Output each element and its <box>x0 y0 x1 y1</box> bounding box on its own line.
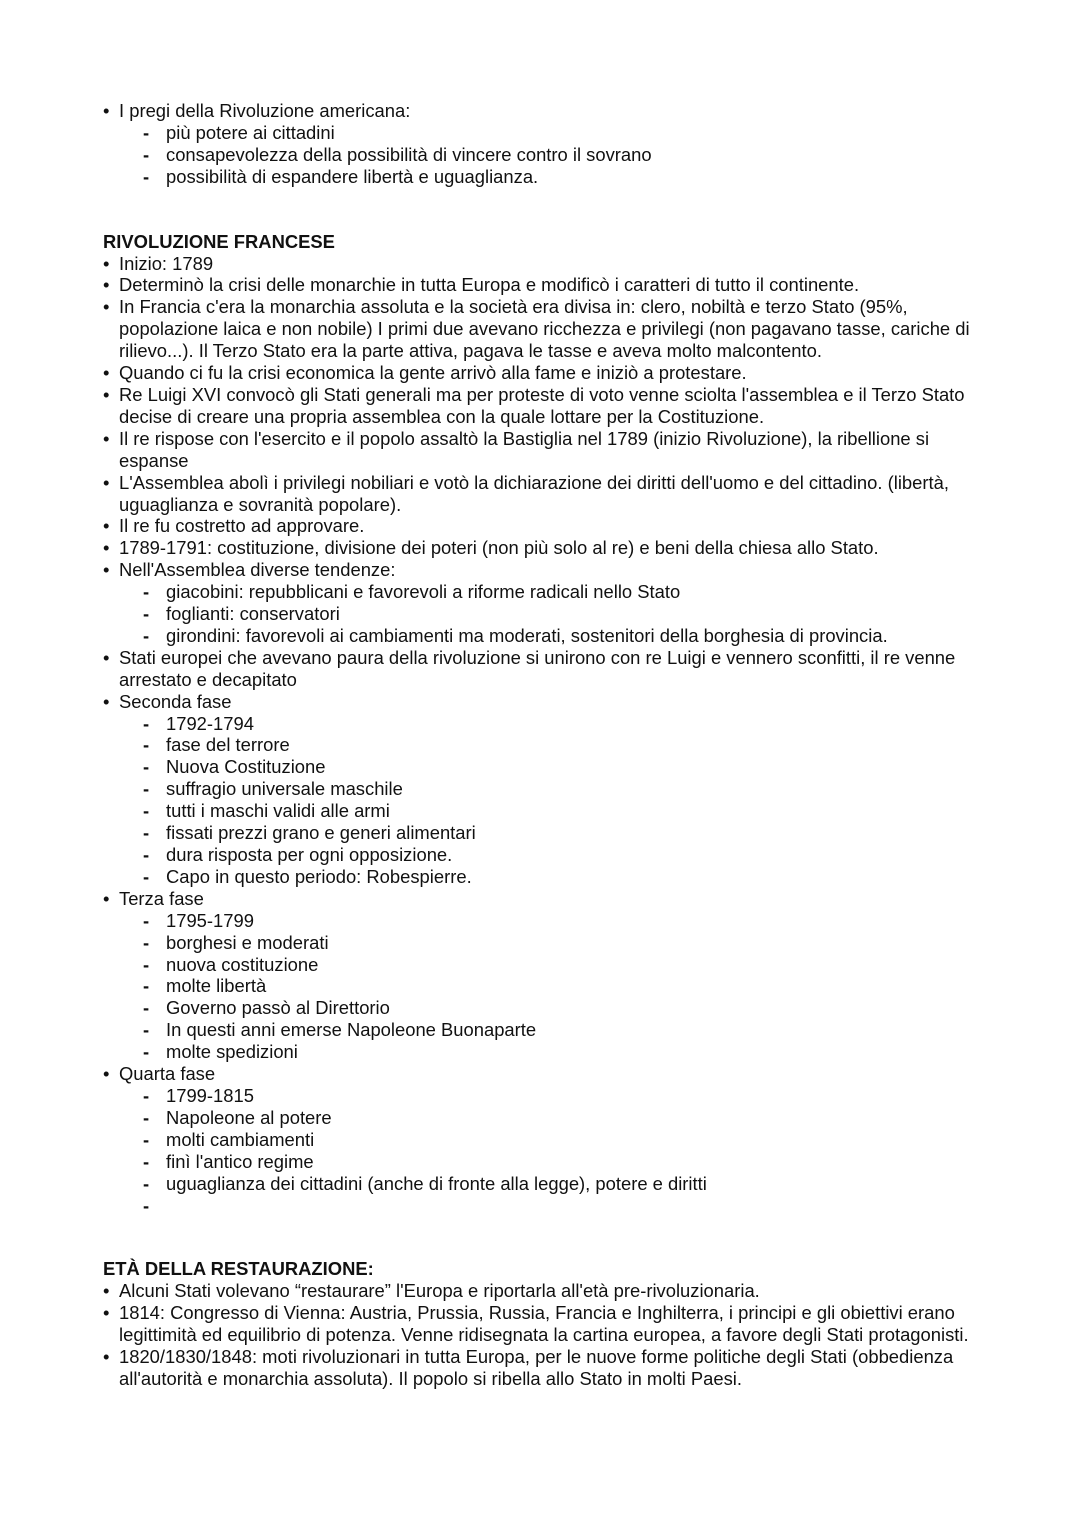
list-item: - 1795-1799 <box>119 910 1003 932</box>
list-item: • Inizio: 1789 <box>103 253 1003 275</box>
list-item <box>103 100 1003 188</box>
phase3-title: Terza fase <box>119 887 204 909</box>
list-item: - 1792-1794 <box>119 713 1003 735</box>
list-item: • Quando ci fu la crisi economica la gente arrivò alla fame e iniziò a protestare. <box>103 362 1003 384</box>
list-item: • Re Luigi XVI convocò gli Stati generali ma per proteste di voto venne sciolta l'assemblea e il Terzo Stato decise di creare una propria assemblea con la quale lottare per la Costituzione. <box>103 384 1003 428</box>
list-item: - suffragio universale maschile <box>119 778 1003 800</box>
empty-list-item <box>119 1195 1003 1217</box>
restoration-list <box>103 1280 1003 1390</box>
list-item: - giacobini: repubblicani e favorevoli a riforme radicali nello Stato <box>119 581 1003 603</box>
phase4-title: Quarta fase <box>119 1063 216 1085</box>
section-heading-restoration: ETÀ DELLA RESTAURAZIONE: <box>103 1258 374 1280</box>
list-item: • Il re rispose con l'esercito e il popolo assaltò la Bastiglia nel 1789 (inizio Rivoluzione), la ribellione si espanse <box>103 428 1003 472</box>
list-item: • Alcuni Stati volevano “restaurare” l'Europa e riportarla all'età pre-rivoluzionaria. <box>103 1280 1003 1302</box>
list-item: • In Francia c'era la monarchia assoluta e la società era divisa in: clero, nobiltà e terzo Stato (95%, popolazione laica e non nobile) I primi due avevano ricchezza e privilegi (non pagavano tasse, cariche di rilievo...). Il Terzo Stato era la parte attiva, pagava le tasse e aveva molto malcontento. <box>103 296 1003 362</box>
list-item: - Nuova Costituzione <box>119 756 1003 778</box>
american-intro: I pregi della Rivoluzione americana: <box>119 100 411 121</box>
list-item: - più potere ai cittadini <box>119 122 1003 144</box>
list-item: - foglianti: conservatori <box>119 603 1003 625</box>
list-item: - finì l'antico regime <box>119 1151 1003 1173</box>
phase3-sublist <box>119 910 1003 1063</box>
french-revolution-list <box>103 253 1003 1217</box>
list-item: - 1799-1815 <box>119 1085 1003 1107</box>
list-item: - Governo passò al Direttorio <box>119 997 1003 1019</box>
list-item: - molte spedizioni <box>119 1041 1003 1063</box>
list-item: • Stati europei che avevano paura della rivoluzione si unirono con re Luigi e vennero sconfitti, il re venne arrestato e decapitato <box>103 647 1003 691</box>
list-item: - Napoleone al potere <box>119 1107 1003 1129</box>
list-item: - uguaglianza dei cittadini (anche di fronte alla legge), potere e diritti <box>119 1173 1003 1195</box>
list-item <box>103 888 1003 1063</box>
list-item: • Determinò la crisi delle monarchie in tutta Europa e modificò i caratteri di tutto il continente. <box>103 274 1003 296</box>
list-item: • Il re fu costretto ad approvare. <box>103 515 1003 537</box>
american-sublist <box>119 122 1003 188</box>
list-item: - molti cambiamenti <box>119 1129 1003 1151</box>
list-item: - consapevolezza della possibilità di vincere contro il sovrano <box>119 144 1003 166</box>
list-item: - possibilità di espandere libertà e uguaglianza. <box>119 166 1003 188</box>
american-revolution-list <box>103 100 1003 188</box>
list-item: - molte libertà <box>119 975 1003 997</box>
list-item <box>103 691 1003 888</box>
phase4-sublist <box>119 1085 1003 1216</box>
list-item: • L'Assemblea abolì i privilegi nobiliari e votò la dichiarazione dei diritti dell'uomo e del cittadino. (libertà, uguaglianza e sovranità popolare). <box>103 472 1003 516</box>
phase2-sublist <box>119 713 1003 888</box>
list-item: - Capo in questo periodo: Robespierre. <box>119 866 1003 888</box>
list-item: - nuova costituzione <box>119 954 1003 976</box>
section-heading-french-revolution: RIVOLUZIONE FRANCESE <box>103 230 335 252</box>
list-item: - fase del terrore <box>119 734 1003 756</box>
list-item: - fissati prezzi grano e generi alimentari <box>119 822 1003 844</box>
list-item: • 1814: Congresso di Vienna: Austria, Prussia, Russia, Francia e Inghilterra, i principi e gli obiettivi erano legittimità ed equilibrio di potenza. Venne ridisegnata la cartina europea, a favore degli Stati protagonisti. <box>103 1302 1003 1346</box>
list-item: - girondini: favorevoli ai cambiamenti ma moderati, sostenitori della borghesia di provincia. <box>119 625 1003 647</box>
list-item: - tutti i maschi validi alle armi <box>119 800 1003 822</box>
phase2-title: Seconda fase <box>119 690 232 712</box>
list-item: - dura risposta per ogni opposizione. <box>119 844 1003 866</box>
list-item: - In questi anni emerse Napoleone Buonaparte <box>119 1019 1003 1041</box>
list-item <box>103 1063 1003 1216</box>
list-item: • 1820/1830/1848: moti rivoluzionari in tutta Europa, per le nuove forme politiche degli Stati (obbedienza all'autorità e monarchia assoluta). Il popolo si ribella allo Stato in molti Paesi. <box>103 1346 1003 1390</box>
tendencies-intro: Nell'Assemblea diverse tendenze: <box>119 559 396 581</box>
tendencies-sublist <box>119 581 1003 647</box>
document-page <box>103 100 1003 1390</box>
list-item <box>103 559 1003 647</box>
list-item: - borghesi e moderati <box>119 932 1003 954</box>
list-item: • 1789-1791: costituzione, divisione dei poteri (non più solo al re) e beni della chiesa allo Stato. <box>103 537 1003 559</box>
